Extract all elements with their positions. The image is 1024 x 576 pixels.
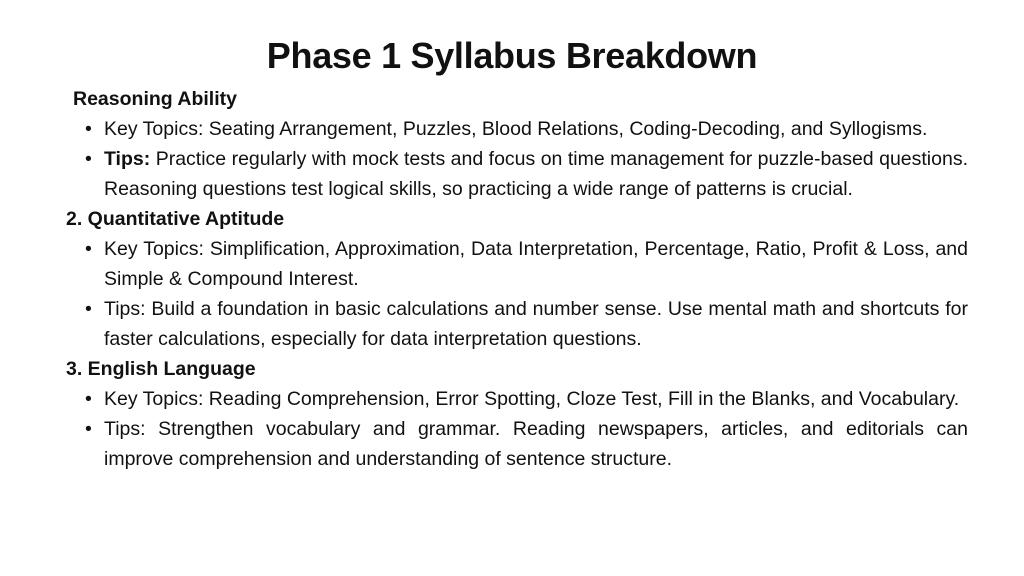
- list-item: [66, 294, 968, 354]
- section-heading: 2. Quantitative Aptitude: [66, 208, 285, 230]
- bullet-icon: •: [85, 148, 92, 170]
- bullet-list: [66, 114, 968, 204]
- list-item: [66, 144, 968, 204]
- section-heading: 3. English Language: [66, 358, 256, 380]
- list-item-text: Tips: Build a foundation in basic calculations and number sense. Use mental math and shortcuts for faster calculations, especially for data interpretation questions.: [104, 298, 968, 350]
- section-quantitative-aptitude: [66, 204, 968, 354]
- bullet-icon: •: [85, 118, 92, 140]
- list-item-text: Key Topics: Simplification, Approximation, Data Interpretation, Percentage, Ratio, Profit & Loss, and Simple & Compound Interest.: [104, 238, 968, 290]
- syllabus-content: [66, 84, 968, 474]
- page-title: Phase 1 Syllabus Breakdown: [266, 35, 758, 76]
- bullet-list: [66, 234, 968, 354]
- section-reasoning-ability: [66, 84, 968, 204]
- section-heading: Reasoning Ability: [73, 88, 237, 110]
- list-item-text: Practice regularly with mock tests and focus on time management for puzzle-based questions. Reasoning questions test logical skills, so practicing a wide range of patterns is crucial.: [104, 148, 968, 200]
- list-item-text: Tips: Strengthen vocabulary and grammar. Reading newspapers, articles, and editorials can improve comprehension and understanding of sentence structure.: [104, 418, 968, 470]
- bullet-icon: •: [85, 418, 92, 440]
- list-item-text: Key Topics: Reading Comprehension, Error Spotting, Cloze Test, Fill in the Blanks, and Vocabulary.: [104, 388, 960, 410]
- list-item: [66, 414, 968, 474]
- bullet-icon: •: [85, 238, 92, 260]
- list-item-label: Tips:: [104, 148, 151, 170]
- list-item: [66, 234, 968, 294]
- list-item: [66, 114, 968, 144]
- list-item-text: Key Topics: Seating Arrangement, Puzzles, Blood Relations, Coding-Decoding, and Syllogisms.: [104, 118, 928, 140]
- bullet-list: [66, 384, 968, 474]
- bullet-icon: •: [85, 388, 92, 410]
- list-item: [66, 384, 968, 414]
- section-english-language: [66, 354, 968, 474]
- bullet-icon: •: [85, 298, 92, 320]
